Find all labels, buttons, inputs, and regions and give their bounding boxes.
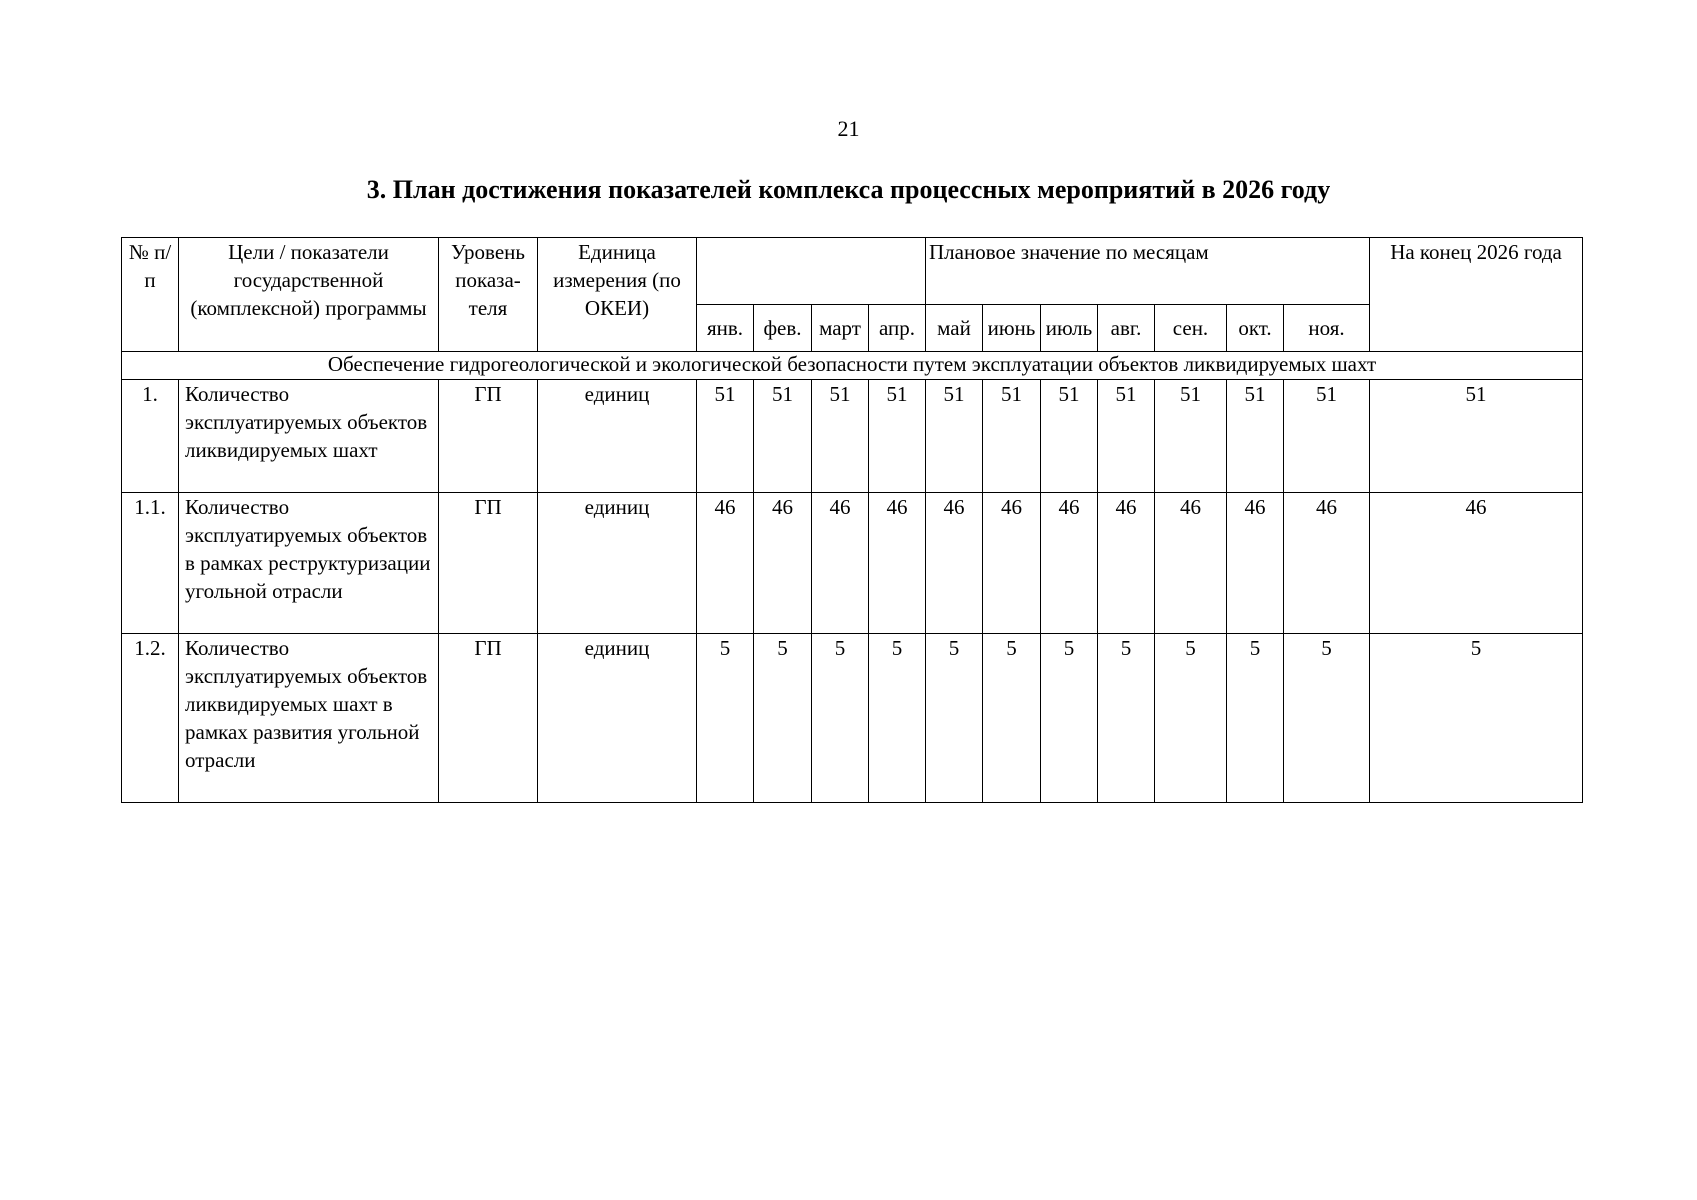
row-unit: единиц xyxy=(538,634,697,803)
section-title: Обеспечение гидрогеологической и экологической безопасности путем эксплуатации объектов ликвидируемых шахт xyxy=(122,352,1583,380)
month-value: 5 xyxy=(983,634,1041,803)
row-level: ГП xyxy=(439,493,538,634)
table-row xyxy=(122,493,1583,634)
row-num: 1.2. xyxy=(122,634,179,803)
month-value: 51 xyxy=(926,380,983,493)
year-end-value: 51 xyxy=(1370,380,1583,493)
header-blank xyxy=(697,238,926,305)
month-value: 5 xyxy=(1041,634,1098,803)
month-value: 51 xyxy=(1227,380,1284,493)
month-value: 46 xyxy=(983,493,1041,634)
row-num: 1.1. xyxy=(122,493,179,634)
row-level: ГП xyxy=(439,380,538,493)
header-monthly: Плановое значение по месяцам xyxy=(926,238,1370,305)
row-num: 1. xyxy=(122,380,179,493)
month-value: 5 xyxy=(812,634,869,803)
month-header: окт. xyxy=(1227,305,1284,352)
page-number: 21 xyxy=(837,116,860,141)
row-level: ГП xyxy=(439,634,538,803)
header-unit: Единица измерения (по ОКЕИ) xyxy=(538,238,697,352)
month-value: 51 xyxy=(754,380,812,493)
row-unit: единиц xyxy=(538,380,697,493)
document-title: 3. План достижения показателей комплекса процессных мероприятий в 2026 году xyxy=(366,175,1331,204)
month-value: 51 xyxy=(812,380,869,493)
month-value: 46 xyxy=(1227,493,1284,634)
month-value: 46 xyxy=(1155,493,1227,634)
month-value: 51 xyxy=(1041,380,1098,493)
row-unit: единиц xyxy=(538,493,697,634)
month-header: ноя. xyxy=(1284,305,1370,352)
month-value: 51 xyxy=(983,380,1041,493)
month-value: 46 xyxy=(869,493,926,634)
indicator-plan-table xyxy=(121,237,1583,803)
month-value: 5 xyxy=(754,634,812,803)
month-value: 5 xyxy=(1098,634,1155,803)
month-value: 5 xyxy=(869,634,926,803)
month-header: авг. xyxy=(1098,305,1155,352)
month-value: 51 xyxy=(1155,380,1227,493)
month-header: янв. xyxy=(697,305,754,352)
month-value: 5 xyxy=(1284,634,1370,803)
month-value: 51 xyxy=(1098,380,1155,493)
month-header: март xyxy=(812,305,869,352)
month-value: 46 xyxy=(1284,493,1370,634)
header-num: № п/п xyxy=(122,238,179,352)
month-value: 5 xyxy=(1227,634,1284,803)
month-header: апр. xyxy=(869,305,926,352)
header-level: Уровень показа-теля xyxy=(439,238,538,352)
row-goal: Количество эксплуатируемых объектов ликвидируемых шахт в рамках развития угольной отрасли xyxy=(179,634,439,803)
year-end-value: 5 xyxy=(1370,634,1583,803)
month-value: 51 xyxy=(869,380,926,493)
header-goal: Цели / показатели государственной (комплексной) программы xyxy=(179,238,439,352)
month-value: 5 xyxy=(697,634,754,803)
header-year-end: На конец 2026 года xyxy=(1370,238,1583,352)
month-header: сен. xyxy=(1155,305,1227,352)
month-value: 5 xyxy=(926,634,983,803)
row-goal: Количество эксплуатируемых объектов ликвидируемых шахт xyxy=(179,380,439,493)
month-value: 46 xyxy=(697,493,754,634)
header-row xyxy=(122,238,1583,305)
month-value: 46 xyxy=(1041,493,1098,634)
month-value: 46 xyxy=(1098,493,1155,634)
month-header: фев. xyxy=(754,305,812,352)
month-header: июнь xyxy=(983,305,1041,352)
month-value: 46 xyxy=(926,493,983,634)
row-goal: Количество эксплуатируемых объектов в рамках реструктуризации угольной отрасли xyxy=(179,493,439,634)
month-value: 51 xyxy=(1284,380,1370,493)
month-value: 51 xyxy=(697,380,754,493)
month-value: 46 xyxy=(754,493,812,634)
month-value: 46 xyxy=(812,493,869,634)
section-row xyxy=(122,352,1583,380)
month-header: май xyxy=(926,305,983,352)
table-row xyxy=(122,634,1583,803)
year-end-value: 46 xyxy=(1370,493,1583,634)
table-row xyxy=(122,380,1583,493)
month-value: 5 xyxy=(1155,634,1227,803)
month-header: июль xyxy=(1041,305,1098,352)
